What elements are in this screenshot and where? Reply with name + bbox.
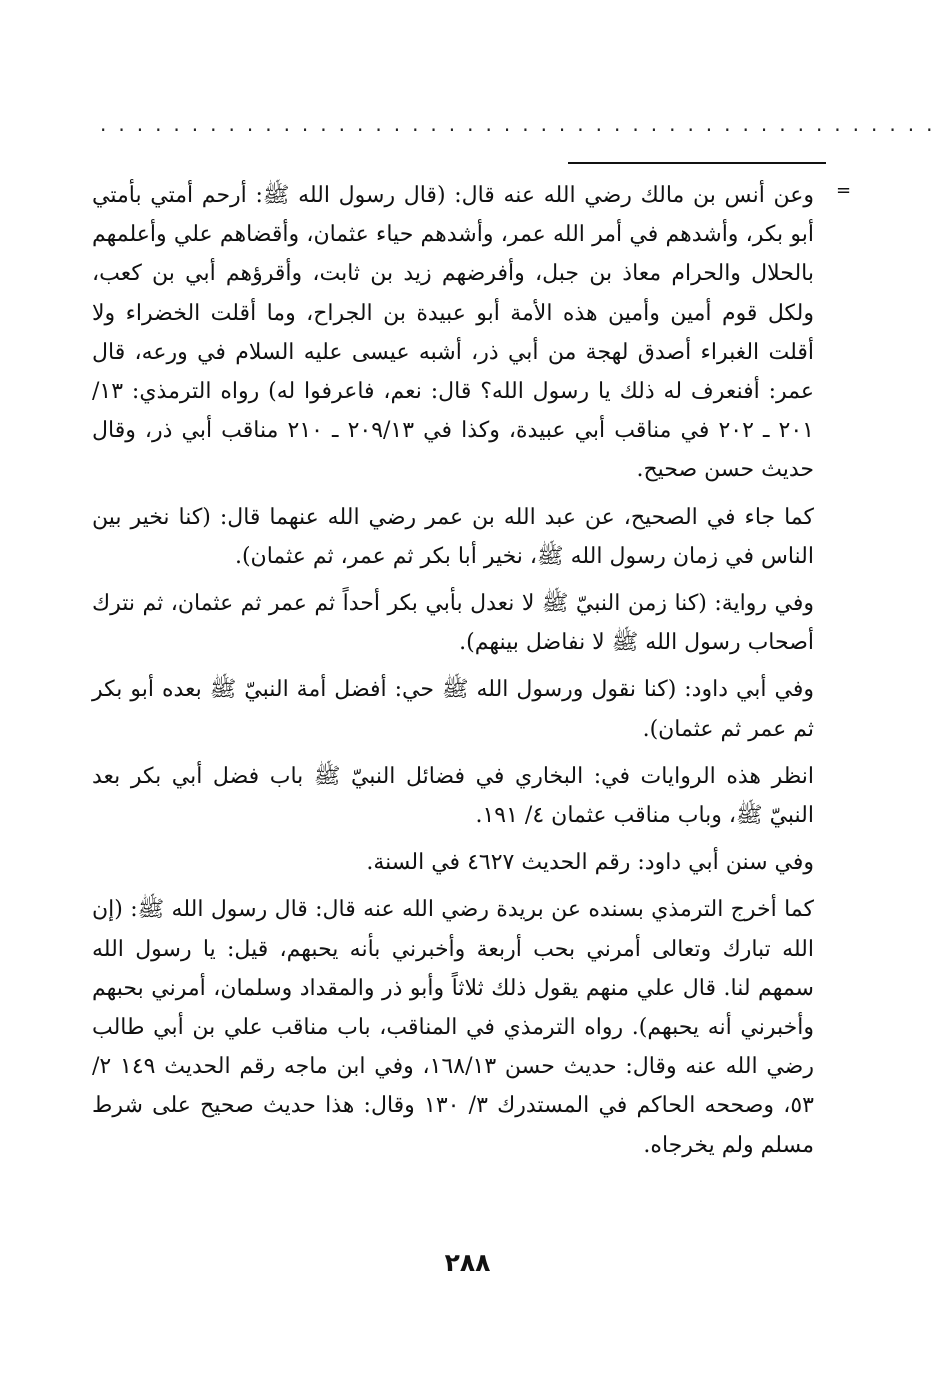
dotted-separator: .............................................. bbox=[100, 112, 944, 136]
paragraph-tirmidhi: كما أخرج الترمذي بسنده عن بريدة رضي الله عنه قال: قال رسول الله ﷺ: (إن الله تبارك وتعالى أمرني بحب أربعة وأخبرني بأنه يحبهم، قيل: يا رسول الله سمهم لنا. قال علي منهم يقول ذلك ثلاثاً وأبو ذر والمقداد وسلمان، أمرني بحبهم وأخبرني أنه يحبهم). رواه الترمذي في المناقب، باب مناقب علي بن أبي طالب رضي الله عنه وقال: حديث حسن ١٦٨/١٣، وفي ابن ماجه رقم الحديث ١٤٩ ٢/ ٥٣، وصححه الحاكم في المستدرك ٣/ ١٣٠ وقال: هذا حديث صحيح على شرط مسلم ولم يخرجاه. bbox=[92, 897, 814, 1158]
footnote-body bbox=[92, 176, 814, 1173]
paragraph-sunan: وفي سنن أبي داود: رقم الحديث ٤٦٢٧ في السنة. bbox=[366, 850, 814, 876]
paragraph-references: انظر هذه الروايات في: البخاري في فضائل النبيّ ﷺ باب فضل أبي بكر بعد النبيّ ﷺ، وباب مناقب عثمان ٤/ ١٩١. bbox=[92, 763, 814, 829]
footnote-rule bbox=[568, 162, 826, 164]
footnote-marker: = bbox=[836, 180, 852, 201]
paragraph-anas-hadith: وعن أنس بن مالك رضي الله عنه قال: (قال رسول الله ﷺ: أرحم أمتي بأمتي أبو بكر، وأشدهم في أمر الله عمر، وأشدهم حياء عثمان، وأقضاهم علي وأعلمهم بالحلال والحرام معاذ بن جبل، وأفرضهم زيد بن ثابت، وأقرؤهم أبي بن كعب، ولكل قوم أمين وأمين هذه الأمة أبو عبيدة بن الجراح، وما أقلت الخضراء ولا أقلت الغبراء أصدق لهجة من أبي ذر، أشبه عيسى عليه السلام في ورعه، قال عمر: أفنعرف له ذلك يا رسول الله؟ قال: نعم، فاعرفوا له) رواه الترمذي: ١٣/ ٢٠١ ـ ٢٠٢ في مناقب أبي عبيدة، وكذا في ٢٠٩/١٣ ـ ٢١٠ مناقب أبي ذر، وقال حديث حسن صحيح. bbox=[92, 183, 814, 483]
paragraph-riwaya: وفي رواية: (كنا زمن النبيّ ﷺ لا نعدل بأبي بكر أحداً ثم عمر ثم عثمان، ثم نترك أصحاب رسول الله ﷺ لا نفاضل بينهم). bbox=[92, 591, 814, 656]
page-number: ٢٨٨ bbox=[444, 1248, 491, 1277]
paragraph-ibn-umar: كما جاء في الصحيح، عن عبد الله بن عمر رضي الله عنهما قال: (كنا نخير بين الناس في زمان رسول الله ﷺ، نخير أبا بكر ثم عمر، ثم عثمان). bbox=[92, 504, 814, 569]
paragraph-abu-dawud: وفي أبي داود: (كنا نقول ورسول الله ﷺ حي: أفضل أمة النبيّ ﷺ بعده أبو بكر ثم عمر ثم عثمان). bbox=[92, 677, 814, 742]
